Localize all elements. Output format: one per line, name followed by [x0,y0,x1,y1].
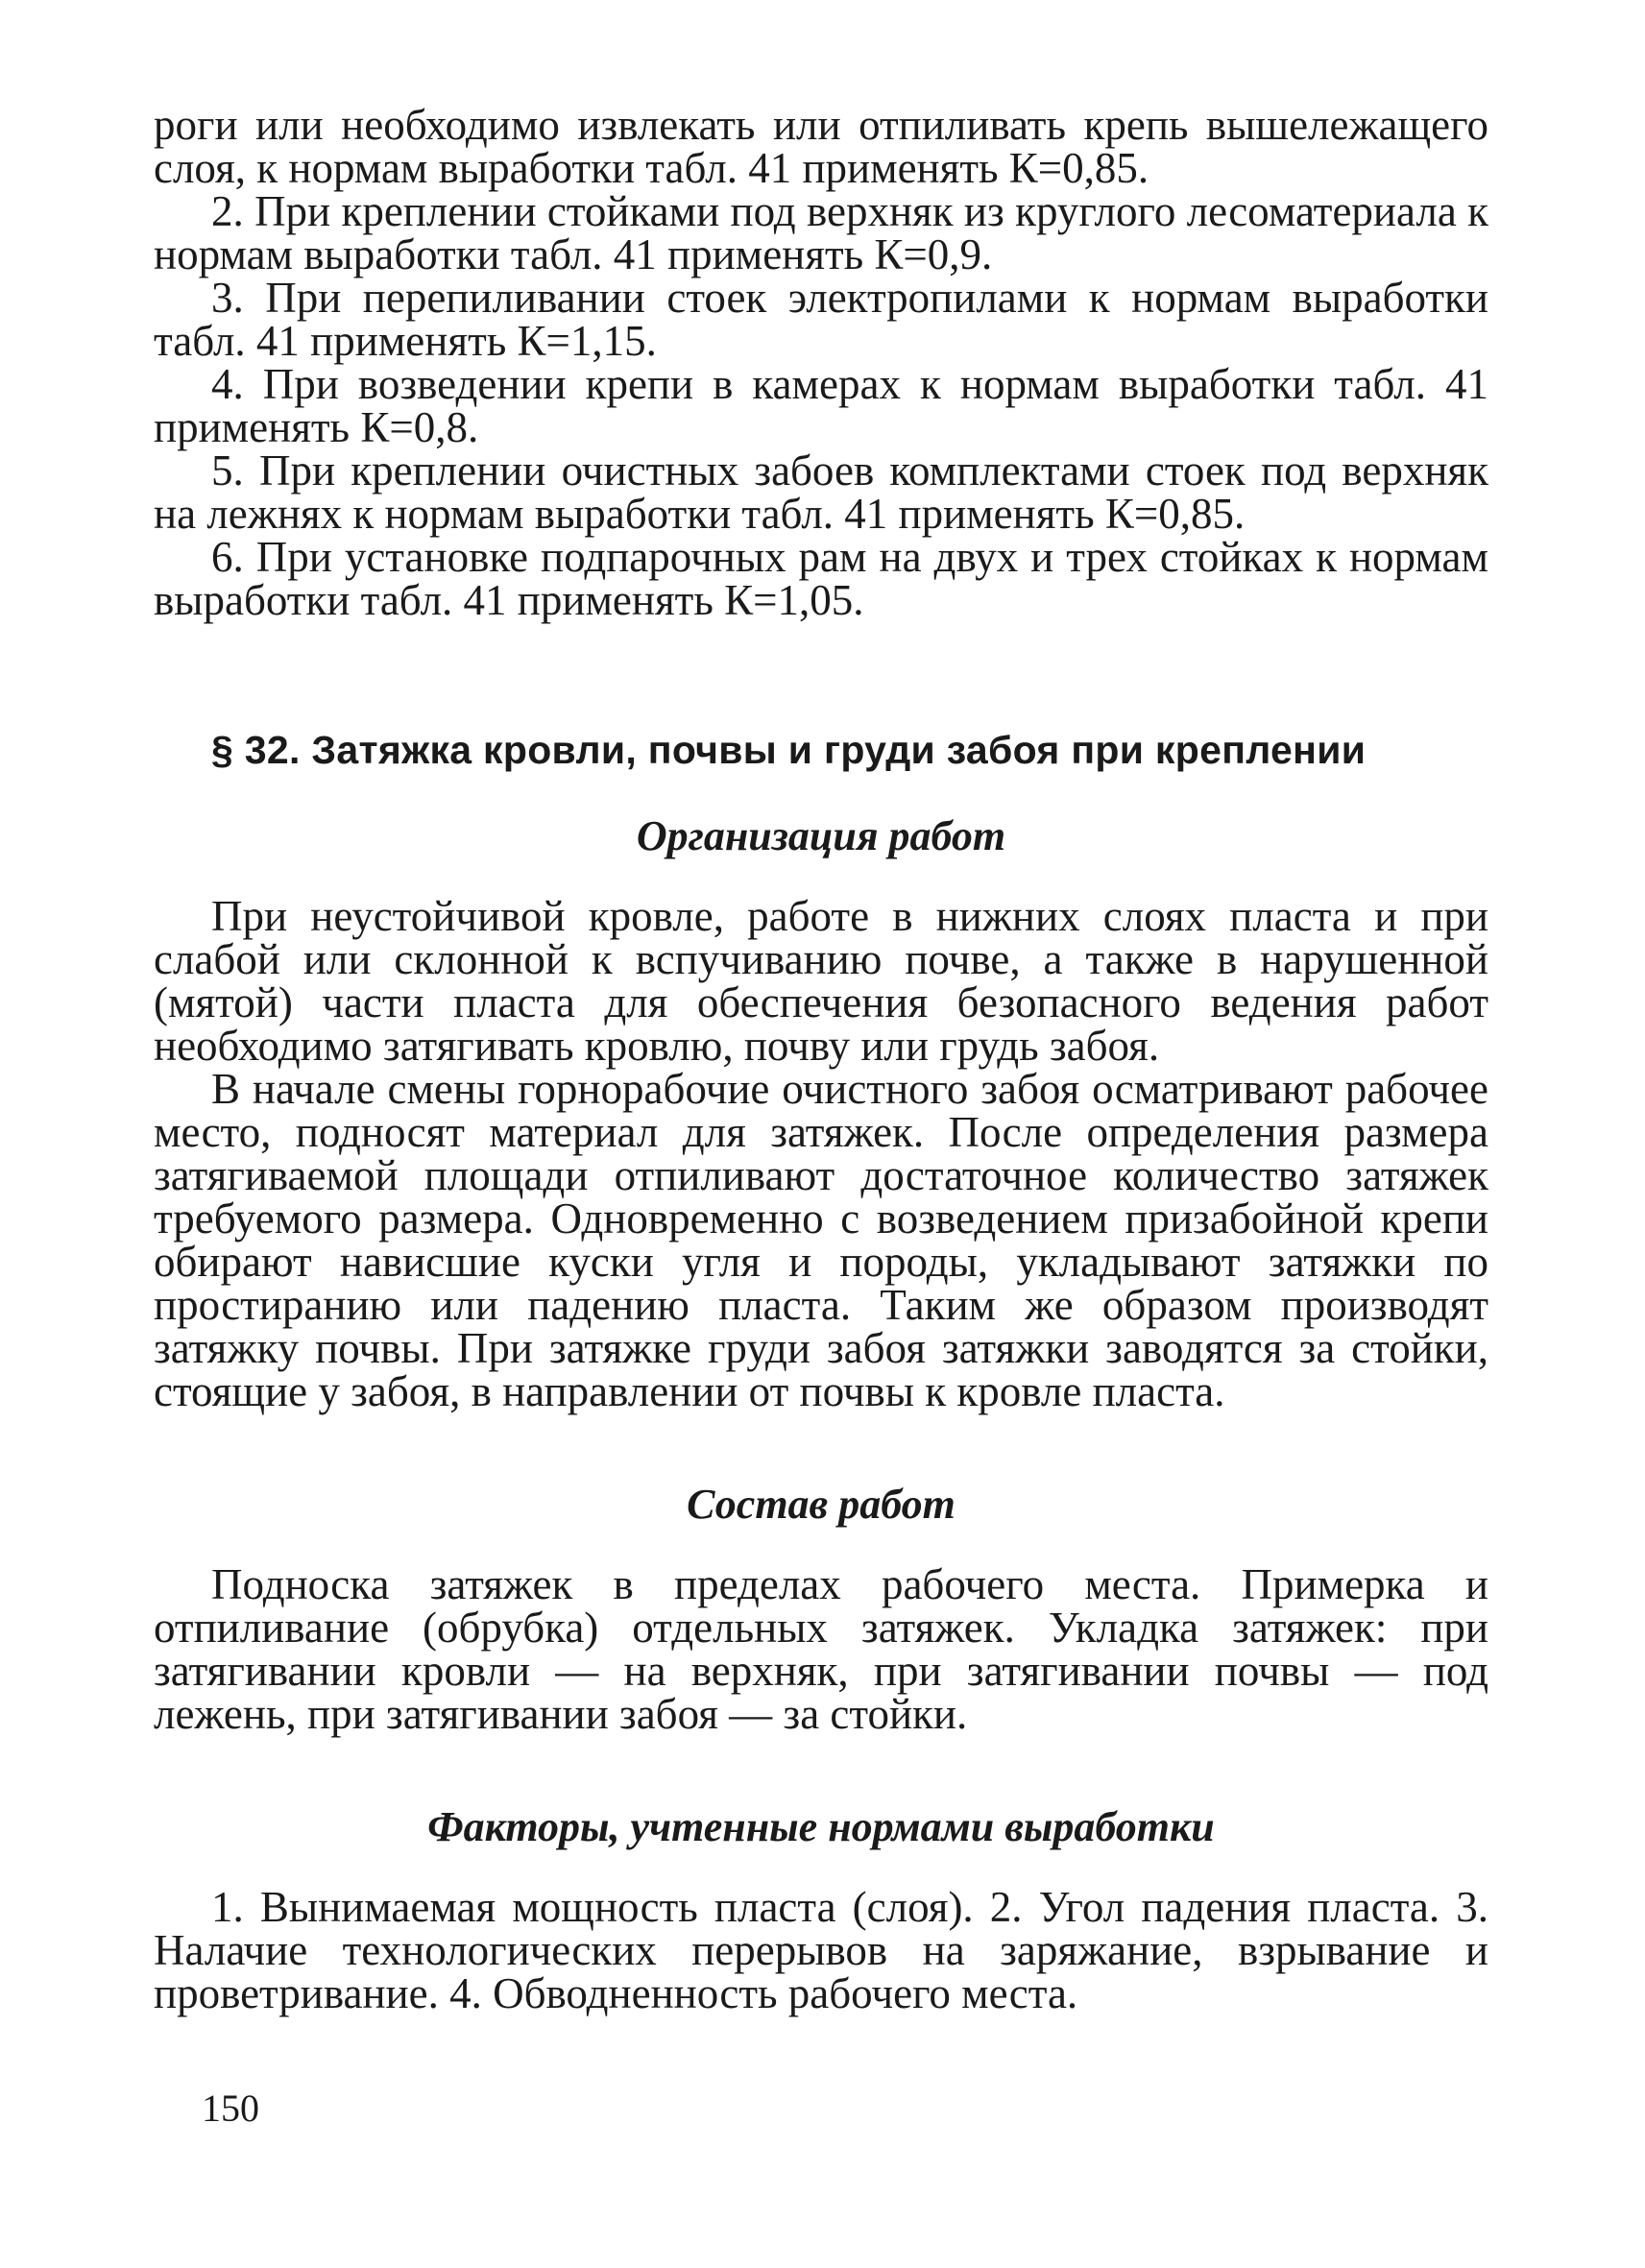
organization-paragraph-2: В начале смены горнорабочие очистного забоя осматривают рабочее место, подносят материал для затяжек. После определения размера затягиваемой площади отпиливают достаточное количество затяжек требуемого размера. Одновременно с возведением призабойной крепи обирают нависшие куски угля и породы, укладывают затяжки по простиранию или падению пласта. Таким же образом производят затяжку почвы. При затяжке груди забоя затяжки заводятся за стойки, стоящие у забоя, в направлении от почвы к кровле пласта. [154,1065,1488,1415]
note-item-2: 2. При креплении стойками под верхняк из круглого лесоматериала к нормам выработки табл. 41 применять К=0,9. [154,187,1488,278]
note-item-3: 3. При перепиливании стоек электропилами к нормам выработки табл. 41 применять К=1,15. [154,274,1488,365]
composition-heading: Состав работ [687,1481,956,1528]
factors-paragraph: 1. Вынимаемая мощность пласта (слоя). 2. Угол падения пласта. 3. Налачие технологических перерывов на заряжание, взрывание и проветривание. 4. Обводненность рабочего места. [154,1883,1488,2017]
organization-heading: Организация работ [636,812,1006,859]
note-item-6: 6. При установке подпарочных рам на двух и трех стойках к нормам выработки табл. 41 применять К=1,05. [154,533,1488,624]
organization-block [154,892,1488,1415]
note-item-4: 4. При возведении крепи в камерах к нормам выработки табл. 41 применять К=0,8. [154,360,1488,451]
document-page [154,101,1488,2017]
factors-heading: Факторы, учтенные нормами выработки [427,1803,1215,1850]
composition-paragraph: Подноска затяжек в пределах рабочего места. Примерка и отпиливание (обрубка) отдельных затяжек. Укладка затяжек: при затягивании кровли — на верхняк, при затягивании почвы — под лежень, при затягивании забоя — за стойки. [154,1560,1488,1738]
note-item-5: 5. При креплении очистных забоев комплектами стоек под верхняк на лежнях к нормам выработки табл. 41 применять К=0,85. [154,446,1488,538]
continuation-block [154,101,1488,624]
organization-paragraph-1: При неустойчивой кровле, работе в нижних слоях пласта и при слабой или склонной к вспучиванию почве, а также в нарушенной (мятой) части пласта для обеспечения безопасного ведения работ необходимо затягивать кровлю, почву или грудь забоя. [154,892,1488,1070]
continuation-paragraph: роги или необходимо извлекать или отпиливать крепь вышележащего слоя, к нормам выработки табл. 41 применять К=0,85. [154,101,1488,192]
page-number: 150 [202,2087,259,2130]
section-title: § 32. Затяжка кровли, почвы и груди забоя при креплении [211,728,1367,772]
